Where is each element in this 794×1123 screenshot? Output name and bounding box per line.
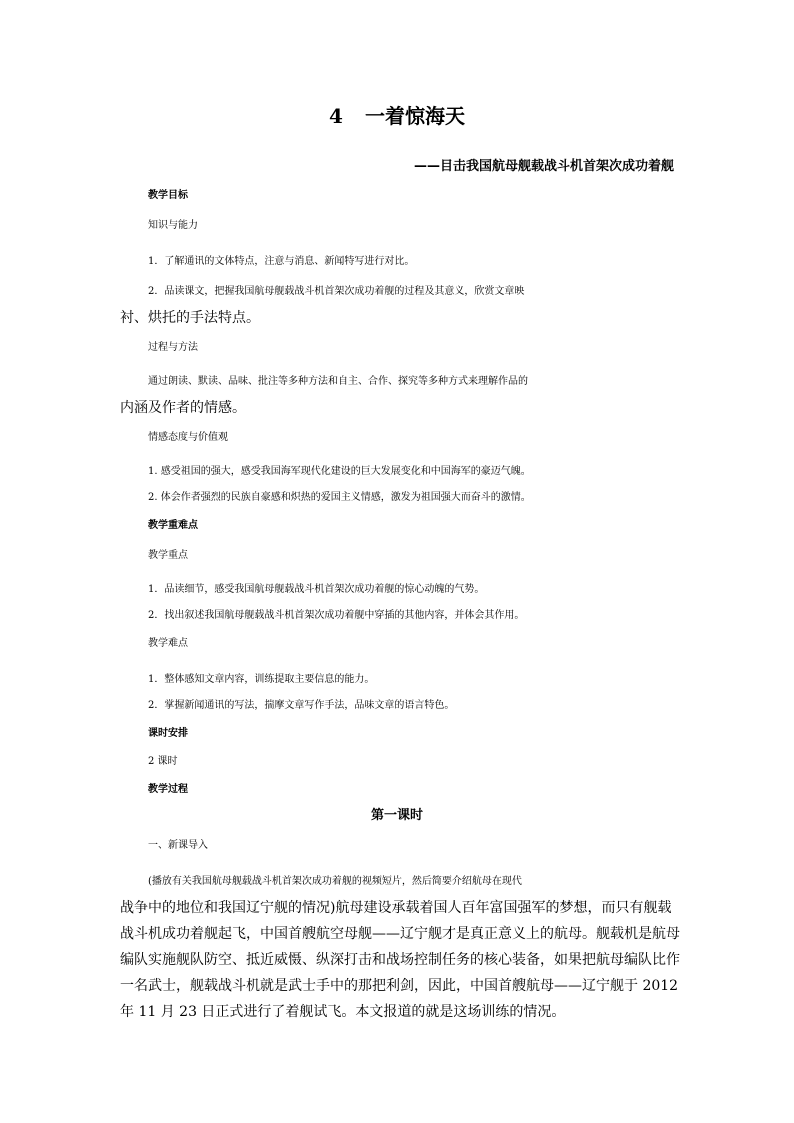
process-line-1: 通过朗读、默读、品味、批注等多种方法和自主、合作、探究等多种方式来理解作品的: [148, 376, 528, 387]
emotion-heading: 情感态度与价值观: [148, 432, 228, 443]
page-subtitle: ——目击我国航母舰载战斗机首架次成功着舰: [413, 159, 674, 174]
difficulty-item-1: 1．整体感知文章内容，训练提取主要信息的能力。: [148, 674, 375, 685]
schedule-value: 2 课时: [148, 756, 178, 767]
intro-line-4: 编队实施舰队防空、抵近威慑、纵深打击和战场控制任务的核心装备，如果把航母编队比作: [120, 952, 680, 968]
intro-line-1: (播放有关我国航母舰载战斗机首架次成功着舰的视频短片，然后简要介绍航母在现代: [148, 876, 522, 887]
knowledge-item-1: 1．了解通讯的文体特点，注意与消息、新闻特写进行对比。: [148, 256, 415, 267]
focus-item-2: 2．找出叙述我国航母舰载战斗机首架次成功着舰中穿插的其他内容，并体会其作用。: [148, 610, 525, 621]
key-points-heading: 教学重难点: [148, 520, 198, 531]
focus-item-1: 1．品读细节，感受我国航母舰载战斗机首架次成功着舰的惊心动魄的气势。: [148, 584, 485, 595]
chapter-number: 4: [329, 104, 343, 128]
teaching-process-heading: 教学过程: [148, 784, 188, 795]
lesson-heading: 第一课时: [370, 808, 423, 823]
knowledge-heading: 知识与能力: [148, 220, 198, 231]
intro-line-5: 一名武士，舰载战斗机就是武士手中的那把利剑，因此，中国首艘航母——辽宁舰于 2012: [120, 978, 679, 994]
process-heading: 过程与方法: [148, 342, 198, 353]
difficulty-heading: 教学难点: [148, 638, 188, 649]
process-line-2: 内涵及作者的情感。: [120, 400, 246, 416]
emotion-item-2: 2. 体会作者强烈的民族自豪感和炽热的爱国主义情感，激发为祖国强大而奋斗的激情。: [148, 492, 531, 503]
difficulty-item-2: 2．掌握新闻通讯的写法，揣摩文章写作手法，品味文章的语言特色。: [148, 700, 455, 711]
schedule-heading: 课时安排: [148, 728, 188, 739]
focus-heading: 教学重点: [148, 550, 188, 561]
intro-heading: 一、新课导入: [148, 840, 208, 851]
knowledge-item-2: 2．品读课文，把握我国航母舰载战斗机首架次成功着舰的过程及其意义，欣赏文章映: [148, 286, 525, 297]
intro-line-3: 战斗机成功着舰起飞，中国首艘航空母舰——辽宁舰才是真正意义上的航母。舰载机是航母: [120, 926, 680, 942]
objectives-heading: 教学目标: [148, 190, 188, 201]
intro-line-2: 战争中的地位和我国辽宁舰的情况)航母建设承载着国人百年富国强军的梦想，而只有舰载: [120, 900, 672, 916]
chapter-title: 一着惊海天: [364, 104, 465, 128]
knowledge-item-2-cont: 衬、烘托的手法特点。: [120, 310, 260, 326]
emotion-item-1: 1. 感受祖国的强大，感受我国海军现代化建设的巨大发展变化和中国海军的豪迈气魄。: [148, 466, 531, 477]
intro-line-6: 年 11 月 23 日正式进行了着舰试飞。本文报道的就是这场训练的情况。: [120, 1004, 566, 1020]
page-title: [0, 102, 794, 130]
